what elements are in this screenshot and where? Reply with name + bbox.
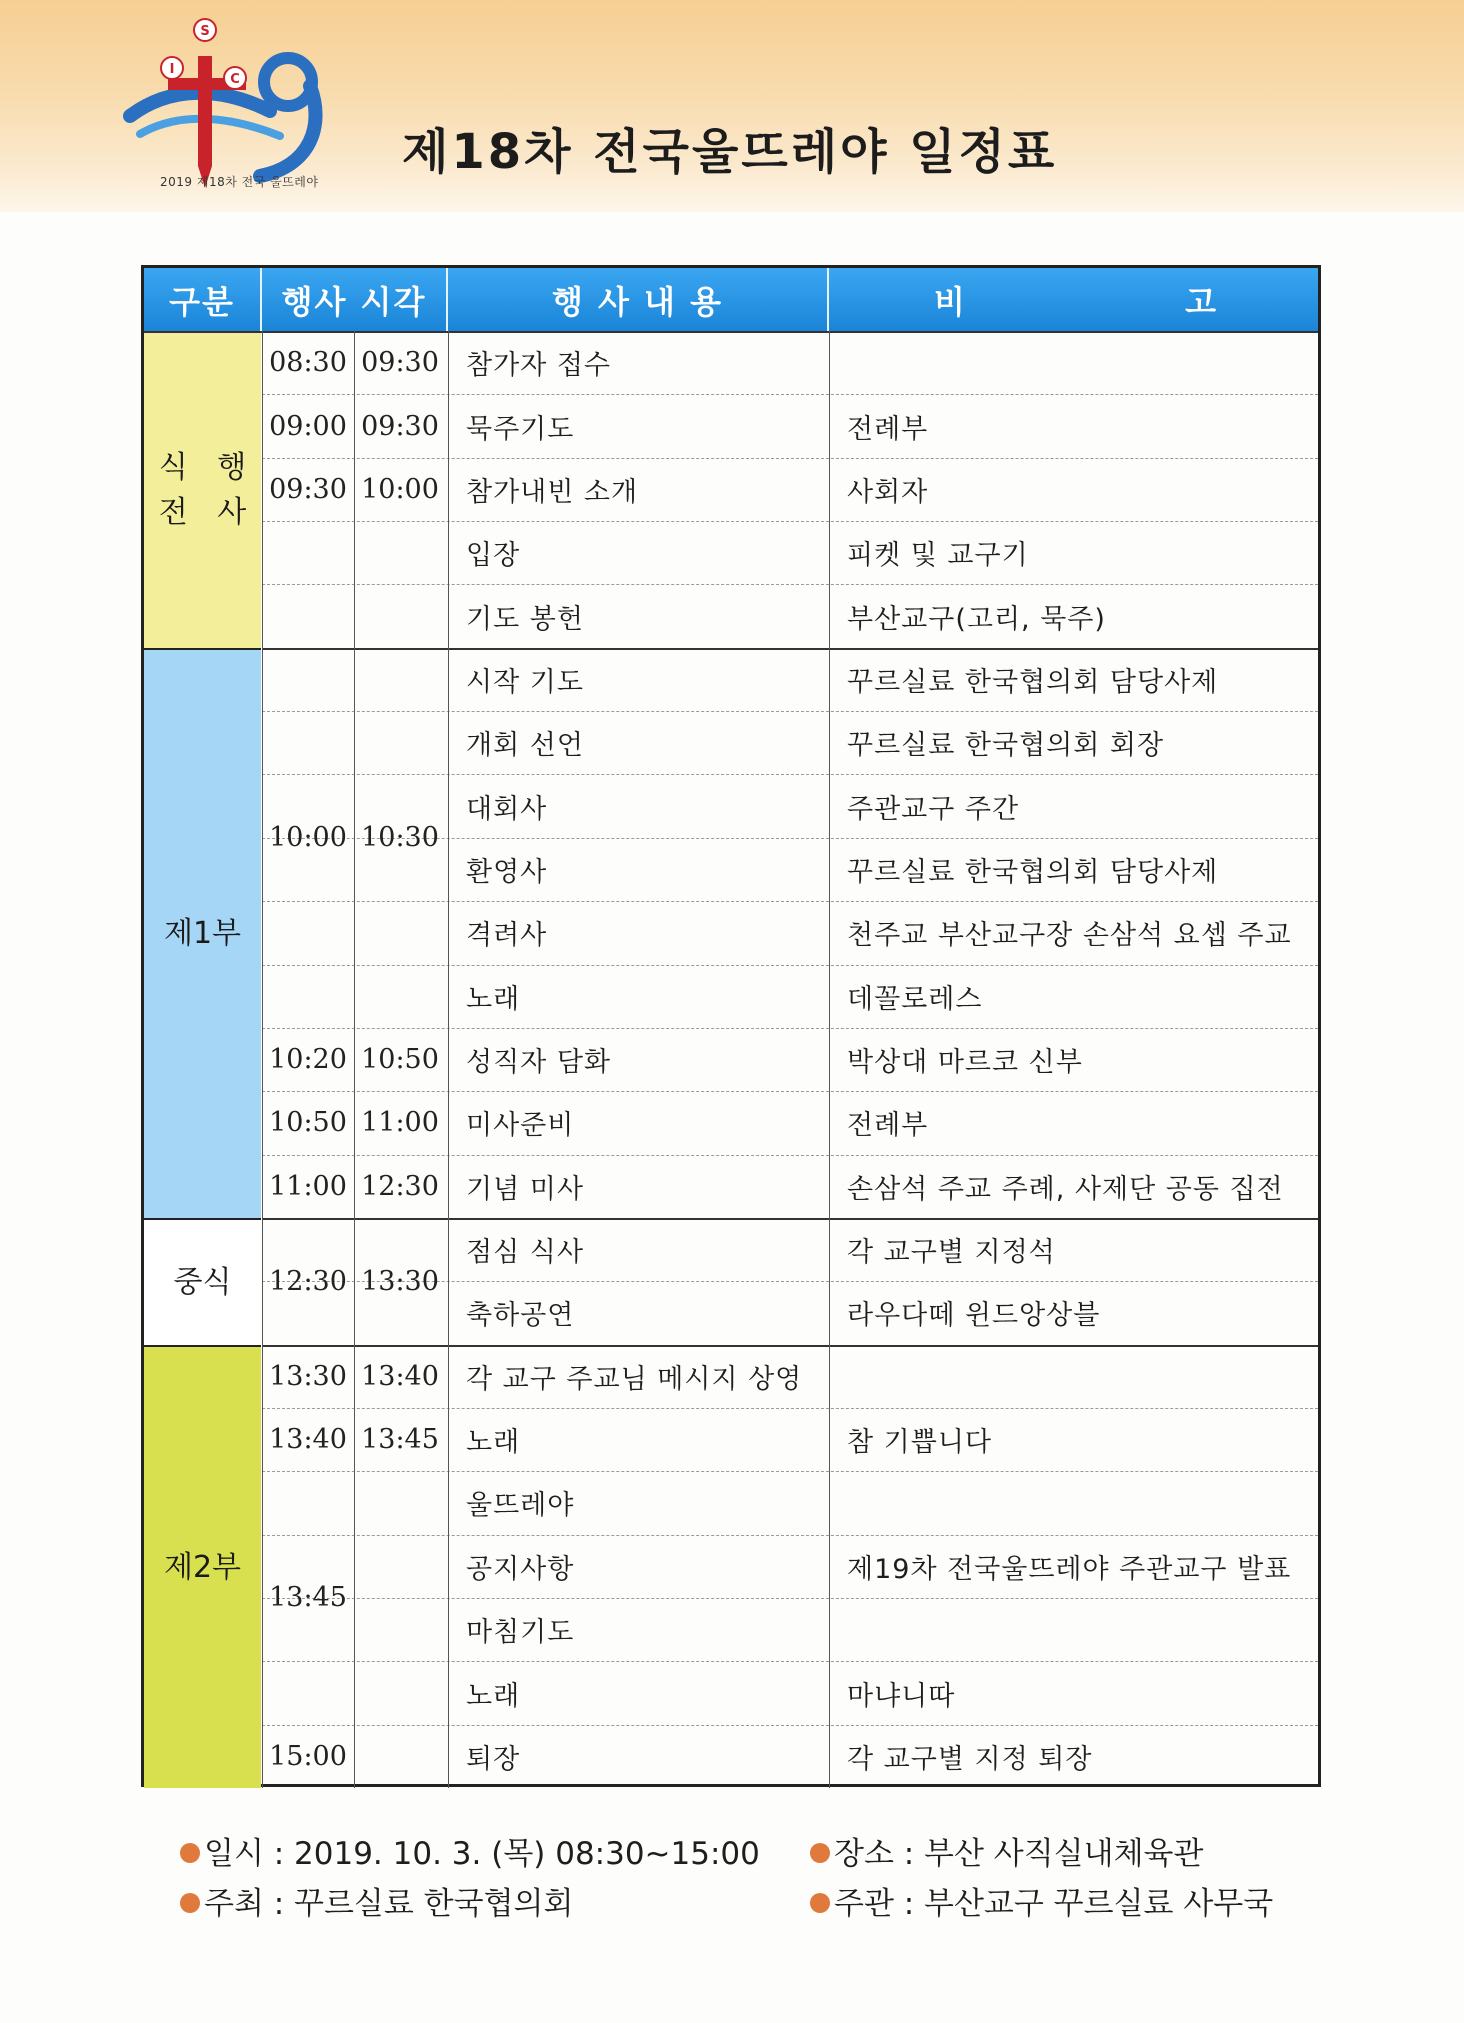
page-title: 제18차 전국울뜨레야 일정표 bbox=[402, 124, 1058, 180]
event-cell: 미사준비 bbox=[466, 1110, 575, 1142]
time-start: 10:20 bbox=[269, 1044, 347, 1076]
note-cell: 사회자 bbox=[847, 476, 929, 508]
time-start: 13:40 bbox=[269, 1424, 347, 1456]
event-cell: 점심 식사 bbox=[466, 1237, 584, 1269]
time-end bbox=[354, 1471, 446, 1724]
header-note bbox=[829, 268, 1318, 331]
note-cell: 꾸르실료 한국협의회 회장 bbox=[847, 730, 1165, 762]
section-label bbox=[144, 1345, 261, 1788]
note-cell: 천주교 부산교구장 손삼석 요셉 주교 bbox=[847, 920, 1292, 952]
row-divider bbox=[262, 521, 1318, 522]
time-start: 13:30 bbox=[269, 1360, 347, 1392]
event-cell: 마침기도 bbox=[466, 1617, 575, 1649]
section-label-line: 식 전 bbox=[158, 450, 188, 531]
section-label-line: 중식 bbox=[173, 1264, 232, 1300]
event-cell: 환영사 bbox=[466, 856, 548, 888]
time-start: 12:30 bbox=[269, 1265, 347, 1297]
event-cell: 묵주기도 bbox=[466, 413, 575, 445]
column-divider bbox=[829, 331, 830, 1788]
section-label-line: 행 사 bbox=[217, 450, 247, 531]
row-divider bbox=[262, 584, 1318, 585]
note-cell: 데꼴로레스 bbox=[847, 983, 983, 1015]
logo-letter-c: C bbox=[230, 72, 240, 87]
event-cell: 울뜨레야 bbox=[466, 1490, 575, 1522]
bullet-icon bbox=[810, 1893, 830, 1913]
footer-date-text: 일시 : 2019. 10. 3. (목) 08:30~15:00 bbox=[204, 1836, 760, 1872]
footer-host bbox=[180, 1878, 573, 1923]
event-cell: 개회 선언 bbox=[466, 730, 584, 762]
note-cell: 피켓 및 교구기 bbox=[847, 540, 1029, 572]
note-cell: 전례부 bbox=[847, 413, 929, 445]
time-end: 11:00 bbox=[361, 1107, 439, 1139]
event-cell: 퇴장 bbox=[466, 1743, 521, 1775]
time-start: 09:00 bbox=[269, 410, 347, 442]
time-end: 10:30 bbox=[361, 822, 439, 854]
event-cell: 축하공연 bbox=[466, 1300, 575, 1332]
time-start: 11:00 bbox=[269, 1170, 347, 1202]
event-cell: 참가내빈 소개 bbox=[466, 476, 639, 508]
time-start: 10:00 bbox=[269, 822, 347, 854]
note-cell: 주관교구 주간 bbox=[847, 793, 1020, 825]
time-end bbox=[354, 1725, 446, 1788]
note-cell: 전례부 bbox=[847, 1110, 929, 1142]
section-label bbox=[144, 648, 261, 1218]
event-cell: 노래 bbox=[466, 1427, 521, 1459]
note-cell: 꾸르실료 한국협의회 담당사제 bbox=[847, 666, 1219, 698]
section-label-line: 제1부 bbox=[163, 916, 242, 952]
time-end: 09:30 bbox=[361, 410, 439, 442]
time-start: 10:50 bbox=[269, 1107, 347, 1139]
time-end: 10:00 bbox=[361, 473, 439, 505]
ultreya-logo-icon bbox=[110, 16, 330, 196]
event-cell: 기도 봉헌 bbox=[466, 603, 584, 635]
event-cell: 격려사 bbox=[466, 920, 548, 952]
schedule-table bbox=[141, 265, 1321, 1787]
event-cell: 참가자 접수 bbox=[466, 350, 611, 382]
note-cell: 손삼석 주교 주례, 사제단 공동 집전 bbox=[847, 1173, 1284, 1205]
time-start: 15:00 bbox=[269, 1740, 347, 1772]
header-time: 행사 시각 bbox=[262, 268, 448, 331]
note-cell: 라우다떼 윈드앙상블 bbox=[847, 1300, 1101, 1332]
header-event: 행 사 내 용 bbox=[448, 268, 829, 331]
bullet-icon bbox=[180, 1893, 200, 1913]
event-cell: 노래 bbox=[466, 1680, 521, 1712]
footer-organizer-text: 주관 : 부산교구 꾸르실료 사무국 bbox=[834, 1886, 1274, 1922]
note-cell: 각 교구별 지정석 bbox=[847, 1237, 1056, 1269]
logo-caption: 2019 제18차 전국 울뜨레야 bbox=[160, 175, 319, 189]
event-cell: 성직자 담화 bbox=[466, 1047, 611, 1079]
time-end: 10:50 bbox=[361, 1044, 439, 1076]
note-cell: 참 기쁩니다 bbox=[847, 1427, 992, 1459]
logo-letter-i: I bbox=[169, 62, 175, 77]
header-note-part-1: 비 bbox=[934, 282, 967, 321]
note-cell: 각 교구별 지정 퇴장 bbox=[847, 1743, 1093, 1775]
bullet-icon bbox=[180, 1843, 200, 1863]
footer-place bbox=[810, 1828, 1203, 1873]
event-cell: 노래 bbox=[466, 983, 521, 1015]
note-cell: 꾸르실료 한국협의회 담당사제 bbox=[847, 856, 1219, 888]
time-end: 09:30 bbox=[361, 347, 439, 379]
time-start: 08:30 bbox=[269, 347, 347, 379]
note-cell: 제19차 전국울뜨레야 주관교구 발표 bbox=[847, 1553, 1292, 1585]
event-cell: 기념 미사 bbox=[466, 1173, 584, 1205]
footer-date bbox=[180, 1828, 760, 1873]
event-cell: 대회사 bbox=[466, 793, 548, 825]
time-end: 13:40 bbox=[361, 1360, 439, 1392]
time-end: 13:30 bbox=[361, 1265, 439, 1297]
header-note-part-2: 고 bbox=[1185, 282, 1218, 321]
footer-place-text: 장소 : 부산 사직실내체육관 bbox=[834, 1836, 1204, 1872]
header-category: 구분 bbox=[144, 268, 262, 331]
event-cell: 공지사항 bbox=[466, 1553, 575, 1585]
note-cell: 박상대 마르코 신부 bbox=[847, 1047, 1083, 1079]
section-label-line: 제2부 bbox=[163, 1549, 242, 1585]
footer-organizer bbox=[810, 1878, 1273, 1923]
time-start: 09:30 bbox=[269, 473, 347, 505]
note-cell: 마냐니따 bbox=[847, 1680, 956, 1712]
event-cell: 각 교구 주교님 메시지 상영 bbox=[466, 1363, 803, 1395]
time-end: 12:30 bbox=[361, 1170, 439, 1202]
time-end: 13:45 bbox=[361, 1424, 439, 1456]
bullet-icon bbox=[810, 1843, 830, 1863]
logo-letter-s: S bbox=[200, 24, 210, 39]
column-divider bbox=[448, 331, 449, 1788]
time-start: 13:45 bbox=[269, 1582, 347, 1614]
footer-host-text: 주최 : 꾸르실료 한국협의회 bbox=[204, 1886, 574, 1922]
section-label bbox=[144, 331, 261, 648]
event-cell: 시작 기도 bbox=[466, 666, 584, 698]
event-cell: 입장 bbox=[466, 540, 521, 572]
note-cell: 부산교구(고리, 묵주) bbox=[847, 603, 1106, 635]
section-label bbox=[144, 1218, 261, 1345]
